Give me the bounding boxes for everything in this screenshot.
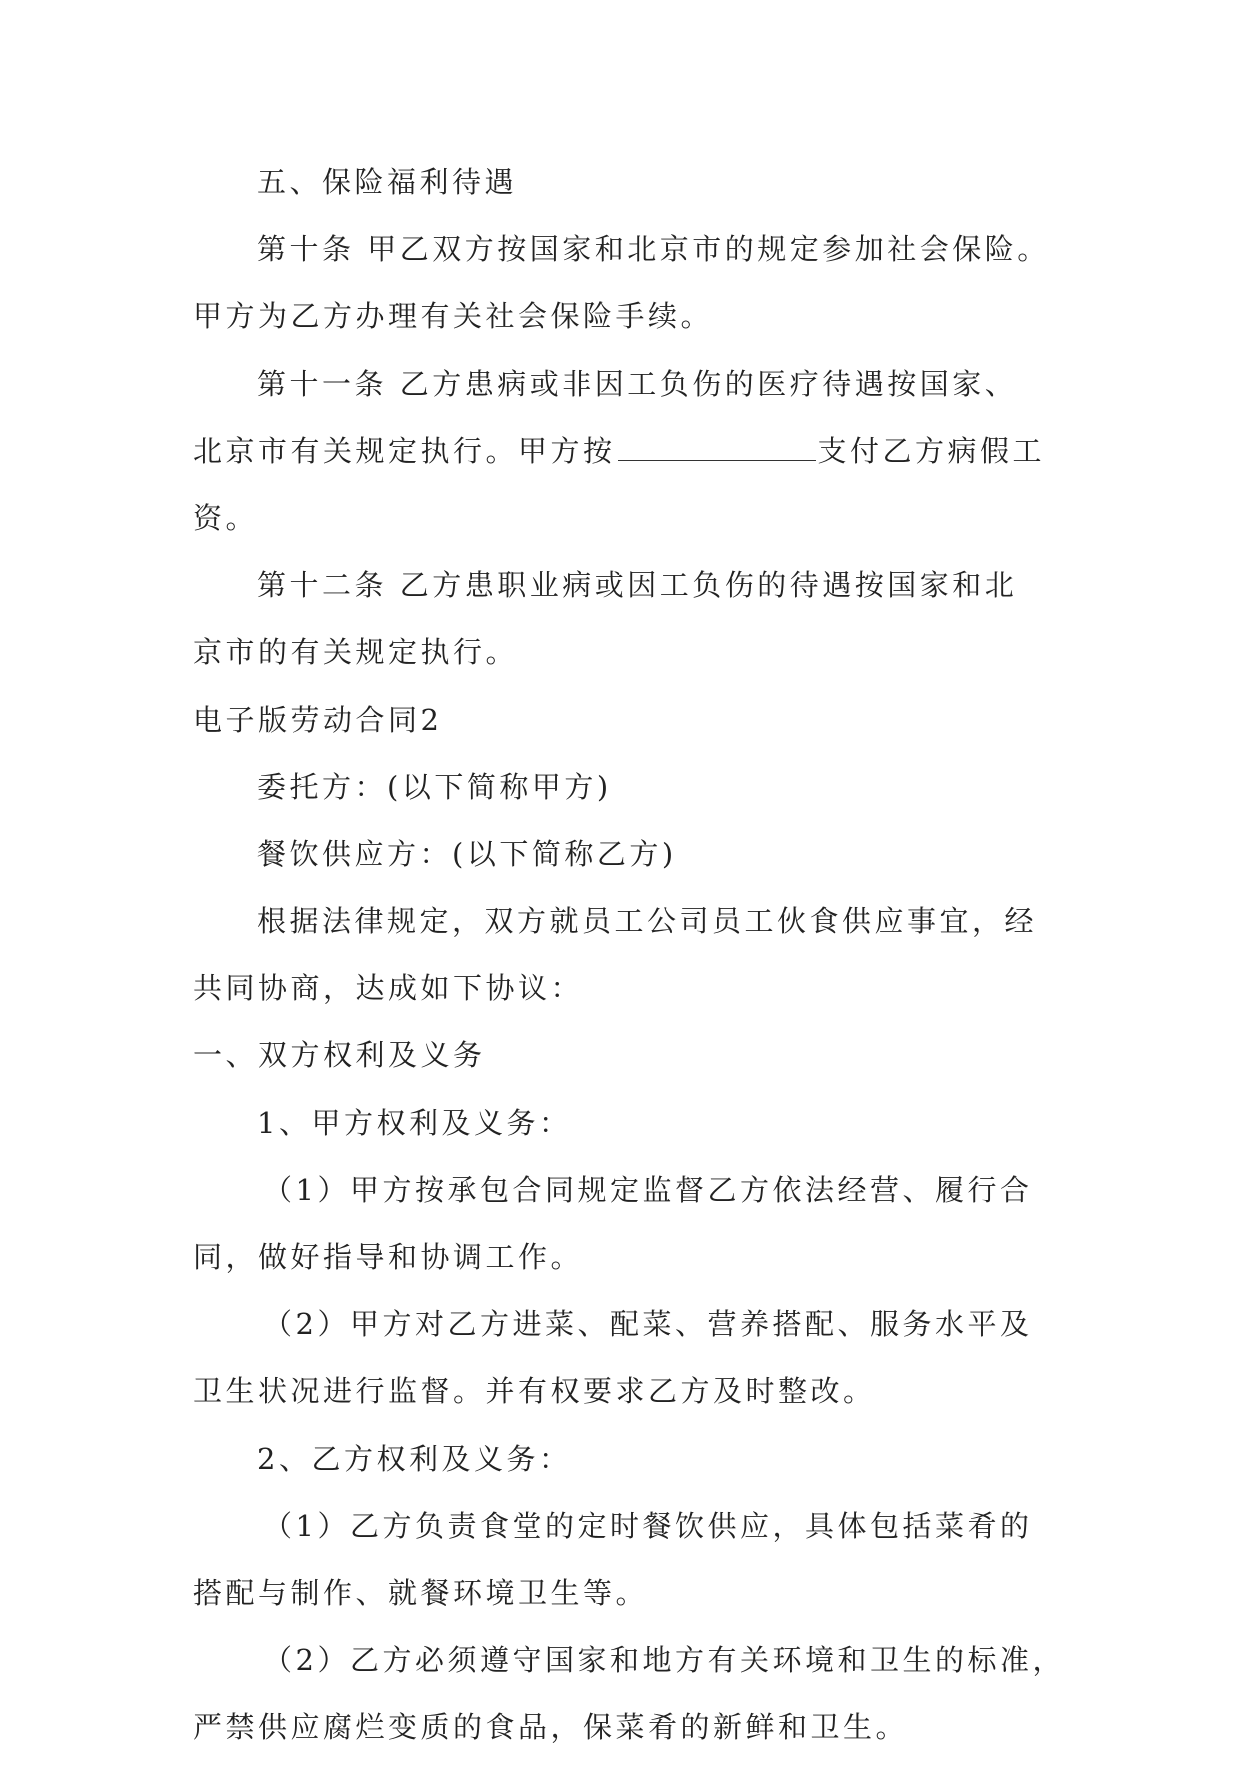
article-11-text-before-blank: 北京市有关规定执行。甲方按 <box>193 433 616 468</box>
section-heading-insurance: 五、保险福利待遇 <box>257 165 518 199</box>
preamble-line-2: 共同协商，达成如下协议： <box>193 971 584 1006</box>
document-body <box>193 162 1073 1775</box>
article-11-line-1: 第十一条 乙方患病或非因工负伤的医疗待遇按国家、 <box>257 366 1018 401</box>
party-b-item-1-line-1: （1）乙方负责食堂的定时餐饮供应，具体包括菜肴的 <box>263 1508 1033 1543</box>
party-b-item-2-line-2: 严禁供应腐烂变质的食品，保菜肴的新鲜和卫生。 <box>193 1710 909 1745</box>
party-a-item-1-line-2: 同，做好指导和协调工作。 <box>193 1240 584 1274</box>
article-10-line-1: 第十条 甲乙双方按国家和北京市的规定参加社会保险。 <box>257 232 1050 267</box>
article-10-line-2: 甲方为乙方办理有关社会保险手续。 <box>193 299 714 334</box>
article-12-line-2: 京市的有关规定执行。 <box>193 635 519 670</box>
article-11-text-after-blank: 支付乙方病假工 <box>817 433 1046 468</box>
catering-party: 餐饮供应方：(以下简称乙方) <box>257 836 677 871</box>
fill-in-blank <box>618 432 816 461</box>
party-a-item-2-line-1: （2）甲方对乙方进菜、配菜、营养搭配、服务水平及 <box>263 1307 1033 1342</box>
section-heading-rights: 一、双方权利及义务 <box>193 1038 486 1073</box>
client-party: 委托方：(以下简称甲方) <box>257 769 612 804</box>
article-12-line-1: 第十二条 乙方患职业病或因工负伤的待遇按国家和北 <box>257 568 1018 603</box>
party-b-item-1-line-2: 搭配与制作、就餐环境卫生等。 <box>193 1575 649 1610</box>
party-b-item-2-line-1: （2）乙方必须遵守国家和地方有关环境和卫生的标准， <box>263 1643 1065 1678</box>
party-a-rights-heading: 1、甲方权利及义务： <box>257 1105 572 1140</box>
party-a-item-1-line-1: （1）甲方按承包合同规定监督乙方依法经营、履行合 <box>263 1172 1033 1207</box>
preamble-line-1: 根据法律规定，双方就员工公司员工伙食供应事宜，经 <box>257 904 1038 939</box>
contract-2-title: 电子版劳动合同2 <box>193 702 443 737</box>
party-a-item-2-line-2: 卫生状况进行监督。并有权要求乙方及时整改。 <box>193 1374 876 1409</box>
article-11-line-2 <box>193 431 1073 498</box>
party-b-rights-heading: 2、乙方权利及义务： <box>257 1441 572 1476</box>
article-11-line-3: 资。 <box>193 500 259 535</box>
